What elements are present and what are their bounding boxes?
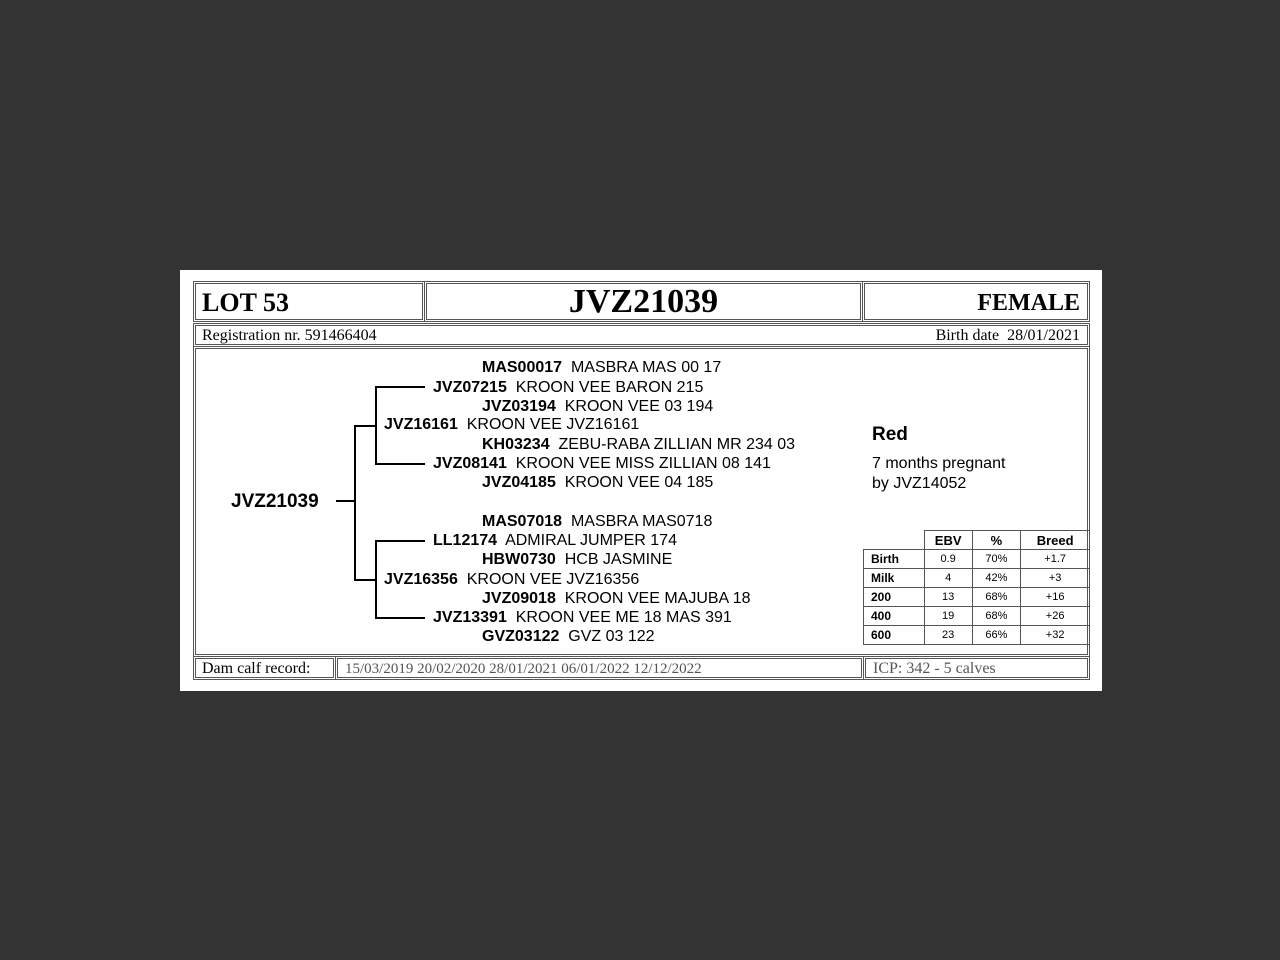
ebv-row [864, 569, 1090, 588]
pedigree-name: ADMIRAL JUMPER 174 [505, 532, 677, 549]
pedigree-sire-sire-dam [482, 398, 713, 416]
registration-number: 591466404 [304, 327, 377, 344]
ebv-value: 19 [924, 607, 972, 626]
pedigree-name: KROON VEE JVZ16356 [466, 571, 640, 588]
pedigree-name: KROON VEE MISS ZILLIAN 08 141 [515, 455, 771, 472]
pedigree-name: HCB JASMINE [564, 551, 673, 568]
ebv-table [863, 530, 1090, 645]
pedigree-dam-sire-sire [482, 513, 712, 531]
pedigree-line [354, 425, 376, 427]
pedigree-line [375, 386, 377, 464]
pedigree-name: KROON VEE MAJUBA 18 [564, 590, 751, 607]
pedigree-name: KROON VEE BARON 215 [515, 379, 704, 396]
pedigree-code: MAS07018 [482, 513, 563, 530]
pedigree-code: JVZ03194 [482, 398, 556, 415]
lot-card [180, 270, 1102, 691]
ebv-row [864, 626, 1090, 645]
pedigree-code: JVZ13391 [433, 609, 507, 626]
registration-text: Registration nr. [202, 327, 301, 344]
pedigree-sire-dam-sire [482, 436, 795, 454]
color-label: Red [872, 424, 908, 445]
pedigree-name: ZEBU-RABA ZILLIAN MR 234 03 [558, 436, 796, 453]
birth-date-text: Birth date [935, 327, 1000, 344]
icp-box [863, 656, 1090, 680]
ebv-breed: +16 [1021, 588, 1090, 607]
pedigree-line [375, 540, 425, 542]
pregnancy-line-2: by JVZ14052 [872, 475, 967, 492]
pedigree-dam-dam-sire [482, 590, 751, 608]
pedigree-code: JVZ04185 [482, 474, 556, 491]
ebv-percent: 68% [972, 607, 1021, 626]
pedigree-name: GVZ 03 122 [568, 628, 655, 645]
pedigree-sire-sire-sire [482, 359, 721, 377]
pedigree-dam [384, 571, 639, 589]
ebv-percent: 66% [972, 626, 1021, 645]
ebv-row-label: 600 [864, 626, 925, 645]
pedigree-code: JVZ16356 [384, 571, 458, 588]
pedigree-code: HBW0730 [482, 551, 556, 568]
pedigree-name: KROON VEE ME 18 MAS 391 [515, 609, 732, 626]
ebv-percent: 70% [972, 550, 1021, 569]
registration-label [202, 327, 377, 345]
animal-id-title: JVZ21039 [568, 283, 719, 320]
birth-date-value: 28/01/2021 [1007, 327, 1080, 344]
ebv-header-row [864, 531, 1090, 550]
pedigree-code: GVZ03122 [482, 628, 560, 645]
ebv-value: 23 [924, 626, 972, 645]
pedigree-name: KROON VEE 04 185 [564, 474, 714, 491]
pedigree-sire-sire [433, 379, 703, 397]
ebv-header: Breed [1021, 531, 1090, 550]
ebv-row [864, 607, 1090, 626]
ebv-breed: +26 [1021, 607, 1090, 626]
pedigree-line [375, 386, 425, 388]
pedigree-code: KH03234 [482, 436, 550, 453]
ebv-row-label: Milk [864, 569, 925, 588]
sex-label: FEMALE [977, 290, 1080, 316]
pedigree-code: JVZ16161 [384, 416, 458, 433]
ebv-value: 13 [924, 588, 972, 607]
ebv-percent: 68% [972, 588, 1021, 607]
pedigree-sire-dam [433, 455, 771, 473]
pedigree-code: LL12174 [433, 532, 498, 549]
dam-label-box [193, 656, 336, 680]
pedigree-line [375, 463, 425, 465]
ebv-header: EBV [924, 531, 972, 550]
pedigree-dam-sire-dam [482, 551, 672, 569]
pedigree-name: KROON VEE JVZ16161 [466, 416, 640, 433]
sex-box [862, 281, 1090, 322]
pedigree-dam-sire [433, 532, 677, 550]
ebv-breed: +1.7 [1021, 550, 1090, 569]
ebv-breed: +3 [1021, 569, 1090, 588]
icp-label: ICP: 342 - 5 calves [873, 660, 996, 677]
ebv-value: 4 [924, 569, 972, 588]
ebv-row [864, 588, 1090, 607]
birth-date-label [936, 327, 1080, 345]
pedigree-dam-dam-dam [482, 628, 655, 646]
ebv-percent: 42% [972, 569, 1021, 588]
pedigree-subject: JVZ21039 [231, 491, 319, 512]
pedigree-line [375, 617, 425, 619]
dam-calf-dates: 15/03/2019 20/02/2020 28/01/2021 06/01/2022 12/12/2022 [345, 661, 702, 677]
dam-calf-record-label: Dam calf record: [202, 660, 311, 677]
pedigree-code: JVZ08141 [433, 455, 507, 472]
ebv-header: % [972, 531, 1021, 550]
ebv-value: 0.9 [924, 550, 972, 569]
pedigree-line [336, 500, 354, 502]
pedigree-code: JVZ07215 [433, 379, 507, 396]
ebv-row-label: 400 [864, 607, 925, 626]
pedigree-sire [384, 416, 639, 434]
lot-box [193, 281, 425, 322]
ebv-row [864, 550, 1090, 569]
ebv-row-label: Birth [864, 550, 925, 569]
pedigree-name: MASBRA MAS 00 17 [570, 359, 722, 376]
ebv-corner [864, 531, 925, 550]
pedigree-sire-dam-dam [482, 474, 713, 492]
ebv-breed: +32 [1021, 626, 1090, 645]
pedigree-code: JVZ09018 [482, 590, 556, 607]
pedigree-line [375, 540, 377, 618]
pedigree-code: MAS00017 [482, 359, 563, 376]
pedigree-name: MASBRA MAS0718 [570, 513, 713, 530]
animal-id-box [424, 281, 863, 322]
pedigree-line [354, 579, 376, 581]
registration-row [193, 323, 1090, 347]
pedigree-line [354, 425, 356, 580]
lot-number: LOT 53 [202, 288, 289, 317]
pedigree-dam-dam [433, 609, 732, 627]
dam-dates-box [335, 656, 864, 680]
pregnancy-line-1: 7 months pregnant [872, 455, 1006, 472]
ebv-row-label: 200 [864, 588, 925, 607]
pedigree-name: KROON VEE 03 194 [564, 398, 714, 415]
